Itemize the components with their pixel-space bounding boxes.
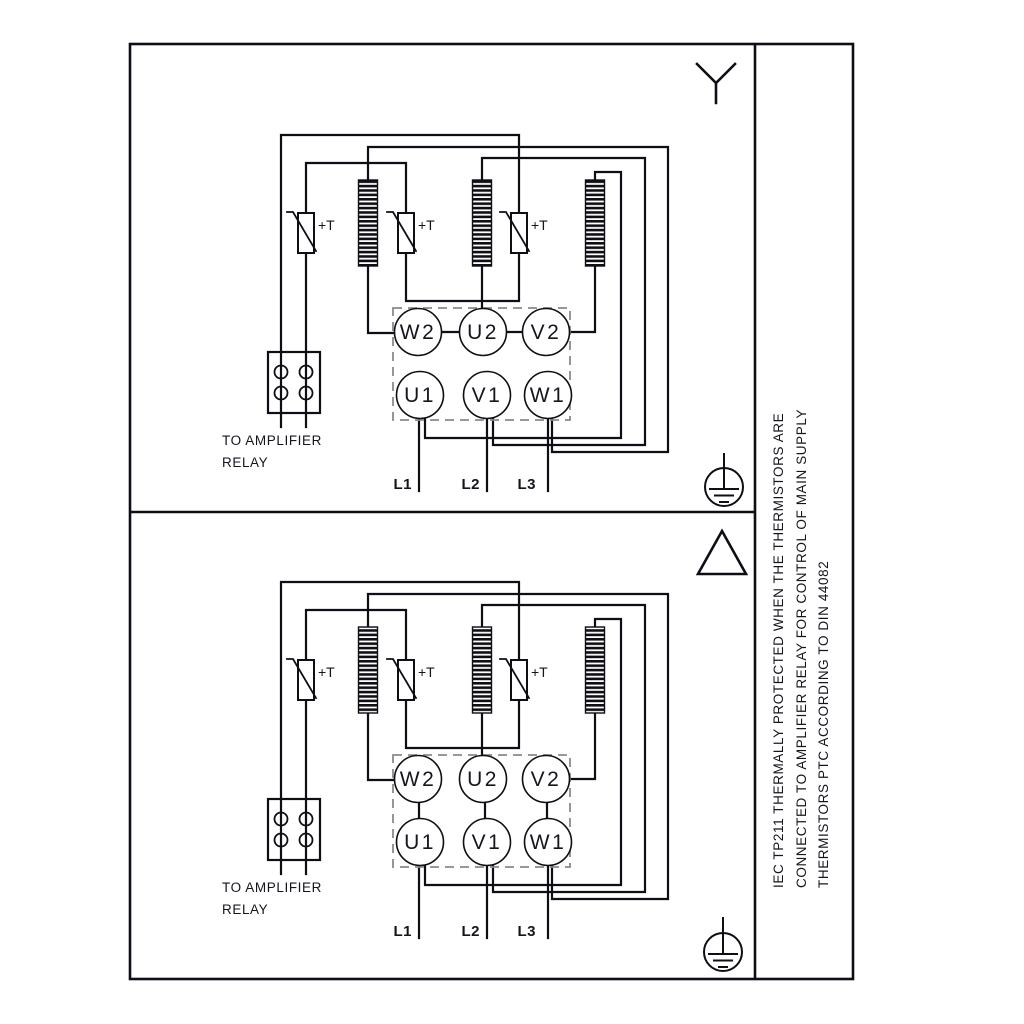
relay-caption-line1: TO AMPLIFIER	[222, 433, 322, 448]
terminal-label: V1	[471, 384, 503, 407]
relay-caption-line2: RELAY	[222, 455, 269, 470]
supply-label-l3: L3	[517, 476, 536, 493]
thermistor-label: +T	[531, 664, 548, 680]
terminal-label: W2	[399, 768, 437, 791]
motor-winding-2	[473, 627, 492, 713]
side-note-line1: IEC TP211 THERMALLY PROTECTED WHEN THE THERMISTORS ARE	[771, 412, 786, 888]
motor-winding-3	[586, 180, 605, 266]
motor-winding-1	[359, 627, 378, 713]
terminal-label: W1	[529, 384, 567, 407]
thermistor-label: +T	[418, 217, 435, 233]
supply-label-l2: L2	[461, 476, 480, 493]
thermistor-label: +T	[418, 664, 435, 680]
terminal-label: V2	[530, 768, 562, 791]
terminal-label: V1	[471, 831, 503, 854]
terminal-label: U2	[467, 768, 499, 791]
side-note-line3: THERMISTORS PTC ACCORDING TO DIN 44082	[816, 560, 831, 888]
terminal-label: W1	[529, 831, 567, 854]
terminal-label: W2	[399, 321, 437, 344]
motor-winding-1	[359, 180, 378, 266]
terminal-label: U1	[404, 384, 436, 407]
terminal-label: U2	[467, 321, 499, 344]
thermistor-label: +T	[318, 664, 335, 680]
side-note-line2: CONNECTED TO AMPLIFIER RELAY FOR CONTROL OF MAIN SUPPLY	[794, 408, 809, 888]
supply-label-l1: L1	[393, 476, 412, 493]
thermistor-label: +T	[531, 217, 548, 233]
terminal-label: U1	[404, 831, 436, 854]
motor-winding-2	[473, 180, 492, 266]
relay-caption-line2: RELAY	[222, 902, 269, 917]
relay-caption-line1: TO AMPLIFIER	[222, 880, 322, 895]
supply-label-l1: L1	[393, 923, 412, 940]
supply-label-l2: L2	[461, 923, 480, 940]
motor-winding-3	[586, 627, 605, 713]
terminal-label: V2	[530, 321, 562, 344]
thermistor-label: +T	[318, 217, 335, 233]
supply-label-l3: L3	[517, 923, 536, 940]
